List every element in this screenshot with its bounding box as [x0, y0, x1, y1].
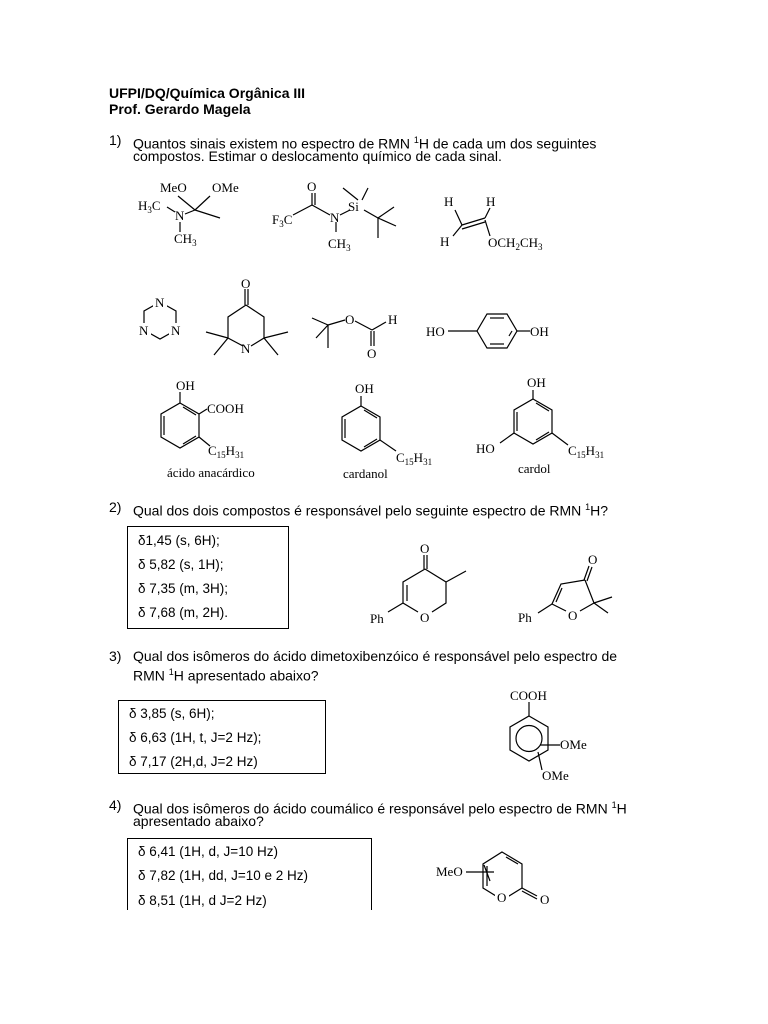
svg-text:Ph: Ph: [370, 611, 384, 626]
svg-text:O: O: [307, 179, 317, 194]
structure-silyl-amide: [272, 179, 396, 253]
svg-text:OMe: OMe: [560, 737, 587, 752]
structure-furanone: [518, 552, 612, 625]
svg-text:N: N: [171, 323, 181, 338]
compound-label-cardanol: cardanol: [343, 466, 388, 481]
nmr-line: δ 8,51 (1H, d J=2 Hz): [138, 893, 267, 908]
svg-text:N: N: [139, 323, 149, 338]
svg-text:HO: HO: [426, 324, 445, 339]
svg-text:MeO: MeO: [160, 180, 187, 195]
structure-tetramethylpiperidinone: [206, 276, 288, 356]
compound-label-anacardic: ácido anacárdico: [167, 465, 255, 480]
question-number: 2): [109, 499, 122, 515]
svg-text:OMe: OMe: [212, 180, 239, 195]
question-number: 4): [109, 797, 122, 813]
structure-aminal-ketal: [138, 180, 239, 248]
svg-text:C15H31: $C_{15}H_{31}$: [396, 450, 433, 467]
nmr-line: δ 6,63 (1H, t, J=2 Hz);: [129, 730, 262, 745]
question-text: Qual dos isômeros do ácido coumálico é responsável pelo espectro de RMN $^1$H: [133, 800, 627, 817]
svg-text:COOH: COOH: [207, 401, 244, 416]
nmr-line: δ 7,68 (m, 2H).: [138, 605, 229, 620]
svg-text:Ph: Ph: [518, 610, 532, 625]
svg-text:H3C: $H_3C$: [138, 198, 161, 215]
svg-text:MeO: MeO: [436, 864, 463, 879]
svg-text:OH: OH: [527, 375, 546, 390]
question-number: 1): [109, 132, 122, 148]
svg-text:O: O: [568, 608, 578, 623]
svg-text:H: H: [440, 234, 450, 249]
svg-text:CH3: $CH_3$: [328, 236, 351, 253]
svg-text:O: O: [241, 276, 251, 291]
svg-text:C15H31: $C_{15}H_{31}$: [568, 443, 605, 460]
svg-text:F3C: $F_3C$: [272, 212, 293, 229]
svg-text:O: O: [420, 541, 430, 556]
structure-tert-butyl-formate: [312, 312, 397, 361]
svg-text:N: N: [175, 208, 185, 223]
svg-text:OH: OH: [530, 324, 549, 339]
svg-text:O: O: [588, 552, 598, 567]
question-text-line2: compostos. Estimar o deslocamento químico de cada sinal.: [133, 148, 502, 164]
question-text-line2: apresentado abaixo?: [133, 813, 264, 829]
svg-text:HO: HO: [476, 441, 495, 456]
question-number: 3): [109, 648, 122, 664]
structure-hydroquinone: [426, 314, 549, 348]
structure-anacardic-acid: [161, 378, 255, 480]
svg-text:H: H: [486, 194, 496, 209]
svg-text:N: N: [241, 341, 251, 356]
svg-text:COOH: COOH: [510, 688, 547, 703]
structure-dimethoxybenzoic-acid: [510, 688, 587, 783]
svg-text:H: H: [388, 312, 398, 327]
svg-text:O: O: [497, 890, 507, 905]
structure-triazine: [137, 295, 183, 339]
compound-label-cardol: cardol: [518, 461, 551, 476]
svg-text:OH: OH: [355, 381, 374, 396]
svg-text:O: O: [540, 892, 550, 907]
svg-text:OCH2CH3: $OCH_2CH_3$: [488, 235, 543, 252]
nmr-line: δ 7,35 (m, 3H);: [138, 581, 229, 596]
svg-text:C15H31: $C_{15}H_{31}$: [208, 443, 245, 460]
nmr-line: δ 3,85 (s, 6H);: [129, 706, 215, 721]
structure-vinyl-ether: [440, 194, 543, 252]
svg-text:N: N: [155, 295, 165, 310]
nmr-line: δ 5,82 (s, 1H);: [138, 557, 224, 572]
professor-name: Prof. Gerardo Magela: [109, 101, 251, 117]
svg-text:O: O: [367, 346, 377, 361]
structure-cardanol: [342, 381, 432, 481]
question-text-line2: RMN $^1$H apresentado abaixo?: [133, 667, 319, 684]
svg-text:CH3: $CH_3$: [174, 231, 197, 248]
nmr-line: δ 7,17 (2H,d, J=2 Hz): [129, 754, 258, 769]
svg-text:H: H: [444, 194, 454, 209]
nmr-line: δ1,45 (s, 6H);: [138, 533, 220, 548]
question-text: Quantos sinais existem no espectro de RMN $^1$H de cada um dos seguintes: [133, 135, 597, 152]
structure-cardol: [476, 375, 604, 476]
svg-text:N: N: [330, 210, 340, 225]
svg-text:O: O: [345, 312, 355, 327]
nmr-line: δ 7,82 (1H, dd, J=10 e 2 Hz): [138, 868, 308, 883]
structure-dihydropyranone: [370, 541, 466, 626]
structure-methoxy-pyranone: [436, 852, 549, 907]
svg-text:Si: Si: [348, 199, 359, 214]
course-title: UFPI/DQ/Química Orgânica III: [109, 85, 306, 101]
question-text: Qual dos dois compostos é responsável pelo seguinte espectro de RMN $^1$H?: [133, 502, 609, 519]
svg-text:OH: OH: [176, 378, 195, 393]
svg-text:O: O: [420, 610, 430, 625]
nmr-line: δ 6,41 (1H, d, J=10 Hz): [138, 844, 278, 859]
question-text: Qual dos isômeros do ácido dimetoxibenzóico é responsável pelo espectro de: [133, 648, 618, 664]
svg-text:OMe: OMe: [542, 768, 569, 783]
